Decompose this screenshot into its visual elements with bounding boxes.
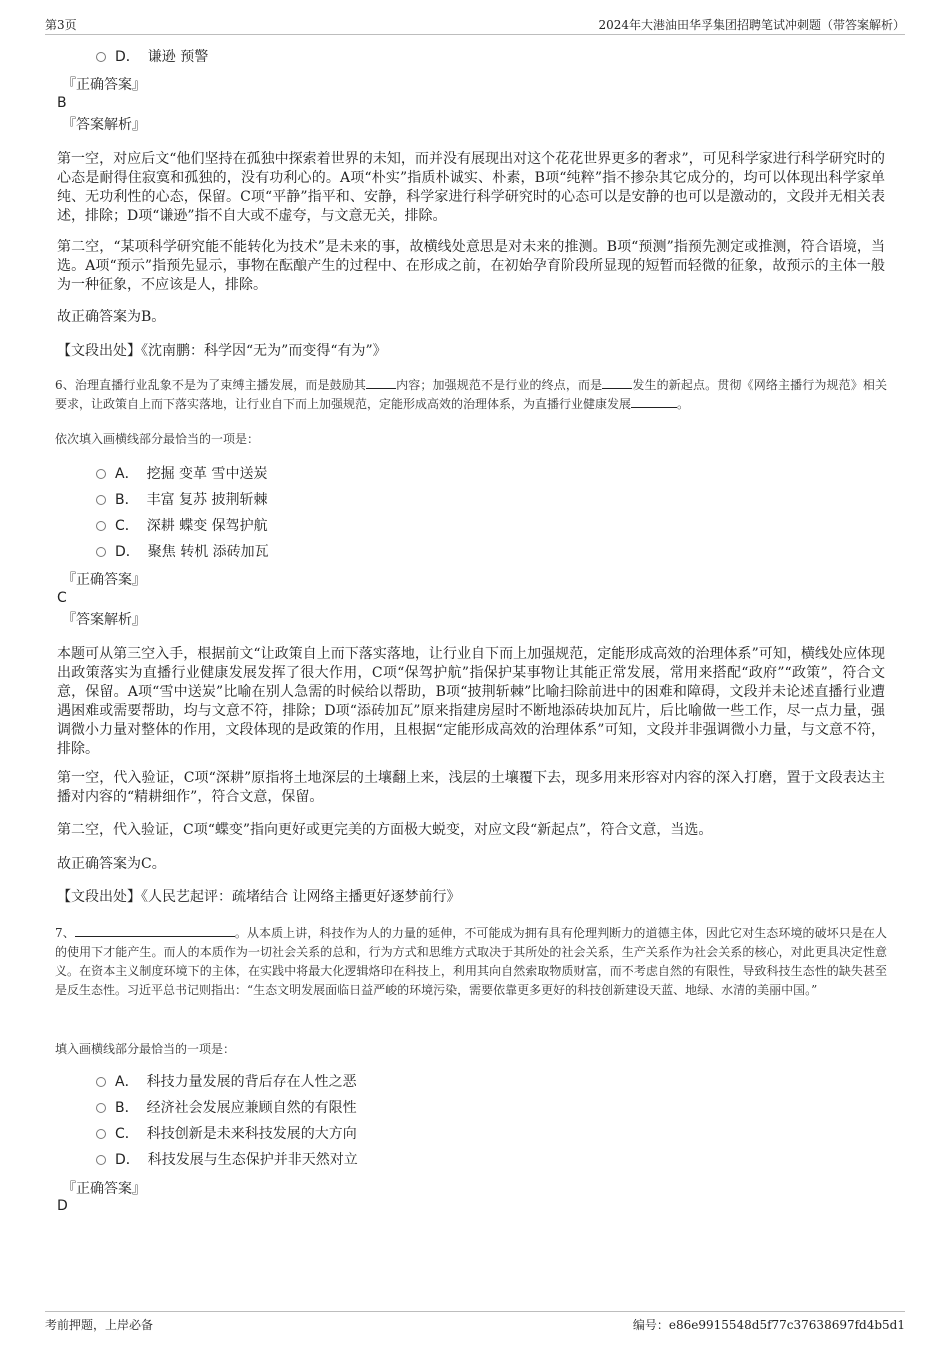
q6-analysis-p1: 本题可从第三空入手，根据前文“让政策自上而下落实落地，让行业自下而上加强规范，定能形成高效的治理体系”可知，横线处应体现出政策落实为直播行业健康发展发挥了很大作用，C项“保驾护航”指保护某事物让其能正常发展，常用来搭配“政府”“政策”，符合文意，保留。A项“雪中送炭”比喻在别人急需的时候给以帮助，B项“披荆斩棘”比喻扫除前进中的困难和障碍，文段并未论述直播行业遭遇困难或需要帮助，均与文意不符，排除；D项“添砖加瓦”原来指建房屋时不断地添砖块加瓦片，后比喻做一些工作，尽一点力量，强调微小力量对整体的作用，文段体现的是政策的作用，且根据“定能形成高效的治理体系”可知，文段并非强调微小力量，与文意不符，排除。 <box>57 646 885 757</box>
q6-analysis-p3: 第二空，代入验证，C项“蝶变”指向更好或更完美的方面极大蜕变，对应文段“新起点”，符合文意，当选。 <box>57 822 713 838</box>
radio-icon[interactable] <box>96 495 106 505</box>
blank-line <box>602 376 632 389</box>
document-title: 2024年大港油田华孚集团招聘笔试冲刺题（带答案解析） <box>598 18 905 32</box>
q6-option-c[interactable]: C． 深耕 蝶变 保驾护航 <box>96 517 268 535</box>
q6-answer: C <box>57 590 67 606</box>
q7-prompt: 填入画横线部分最恰当的一项是： <box>55 1042 236 1056</box>
document-id: 编号：e86e9915548d5f77c37638697fd4b5d1 <box>632 1318 905 1332</box>
page-header <box>45 14 905 35</box>
q7-stem: 7、 。从本质上讲，科技作为人的力量的延伸，不可能成为拥有具有伦理判断力的道德主体，因此它对生态环境的破坏只是在人的使用下才能产生。而人的本质作为一切社会关系的总和，行为方式和思维方式取决于其所处的社会关系，生产关系作为社会关系的核心，对此更具决定性意义。在资本主义制度环境下的主体，在实践中将最大化逻辑烙印在科技上，利用其向自然索取物质财富，而不考虑自然的有限性，导致科技生态性的缺失甚至是反生态性。习近平总书记则指出：“生态文明发展面临日益严峻的环境污染，需要依靠更多更好的科技创新建设天蓝、地绿、水清的美丽中国。” <box>55 926 887 997</box>
q5-conclusion: 故正确答案为B。 <box>57 309 166 325</box>
q7-option-c[interactable]: C． 科技创新是未来科技发展的大方向 <box>96 1125 357 1143</box>
q5-answer: B <box>57 95 67 111</box>
radio-icon[interactable] <box>96 1077 106 1087</box>
radio-icon[interactable] <box>96 521 106 531</box>
radio-icon[interactable] <box>96 469 106 479</box>
q6-option-a[interactable]: A． 挖掘 变革 雪中送炭 <box>96 465 267 483</box>
q7-correct-answer-label: 『正确答案』 <box>62 1181 146 1197</box>
q6-correct-answer-label: 『正确答案』 <box>62 572 146 588</box>
q6-prompt: 依次填入画横线部分最恰当的一项是： <box>55 432 260 446</box>
q7-option-a[interactable]: A． 科技力量发展的背后存在人性之恶 <box>96 1073 357 1091</box>
q6-analysis-p2: 第一空，代入验证，C项“深耕”原指将土地深层的土壤翻上来，浅层的土壤覆下去，现多用来形容对内容的深入打磨，置于文段表达主播对内容的“精耕细作”，符合文意，保留。 <box>57 770 885 805</box>
blank-line <box>631 395 677 408</box>
q6-option-b[interactable]: B． 丰富 复苏 披荆斩棘 <box>96 491 268 509</box>
footer-slogan: 考前押题，上岸必备 <box>45 1318 154 1332</box>
q5-correct-answer-label: 『正确答案』 <box>62 77 146 93</box>
radio-icon[interactable] <box>96 1155 106 1165</box>
q5-analysis-p1: 第一空，对应后文“他们坚持在孤独中探索着世界的未知，而并没有展现出对这个花花世界更多的奢求”，可见科学家进行科学研究时的心态是耐得住寂寞和孤独的，没有功利心的。A项“朴实”指质朴诚实、朴素，B项“纯粹”指不掺杂其它成分的，均可以体现出科学家单纯、无功利性的心态，保留。C项“平静”指平和、安静，科学家进行科学研究时的心态可以是安静的也可以是激动的，文段并无相关表述，排除；D项“谦逊”指不自大或不虚夸，与文意无关，排除。 <box>57 151 885 224</box>
q7-option-d[interactable]: D． 科技发展与生态保护并非天然对立 <box>96 1151 358 1169</box>
page-footer <box>45 1311 905 1334</box>
q5-analysis-p2: 第二空，“某项科学研究能不能转化为技术”是未来的事，故横线处意思是对未来的推测。B项“预测”指预先测定或推测，符合语境，当选。A项“预示”指预先显示，事物在酝酿产生的过程中、在形成之前，在初始孕育阶段所显现的短暂而轻微的征象，故预示的主体一般为一种征象，不应该是人，排除。 <box>57 239 885 293</box>
q6-option-d[interactable]: D． 聚焦 转机 添砖加瓦 <box>96 543 269 561</box>
blank-line <box>75 924 235 937</box>
blank-line <box>366 376 396 389</box>
q6-stem: 6、治理直播行业乱象不是为了束缚主播发展，而是鼓励其 内容；加强规范不是行业的终点，而是 发生的新起点。贯彻《网络主播行为规范》相关要求，让政策自上而下落实落地，让行业自下而上加强规范，定能形成高效的治理体系，为直播行业健康发展 。 <box>55 378 887 411</box>
q5-analysis-label: 『答案解析』 <box>62 117 146 133</box>
q7-option-b[interactable]: B． 经济社会发展应兼顾自然的有限性 <box>96 1099 357 1117</box>
page-number: 第3页 <box>45 18 77 32</box>
q6-source: 【文段出处】《人民艺起评：疏堵结合 让网络主播更好逐梦前行》 <box>57 889 461 905</box>
q7-answer: D <box>57 1198 68 1214</box>
radio-icon[interactable] <box>96 1103 106 1113</box>
radio-icon[interactable] <box>96 52 106 62</box>
q6-conclusion: 故正确答案为C。 <box>57 856 166 872</box>
q5-source: 【文段出处】《沈南鹏：科学因“无为”而变得“有为”》 <box>57 343 387 359</box>
radio-icon[interactable] <box>96 547 106 557</box>
radio-icon[interactable] <box>96 1129 106 1139</box>
q6-analysis-label: 『答案解析』 <box>62 612 146 628</box>
q5-option-d[interactable]: D． 谦逊 预警 <box>96 48 208 66</box>
